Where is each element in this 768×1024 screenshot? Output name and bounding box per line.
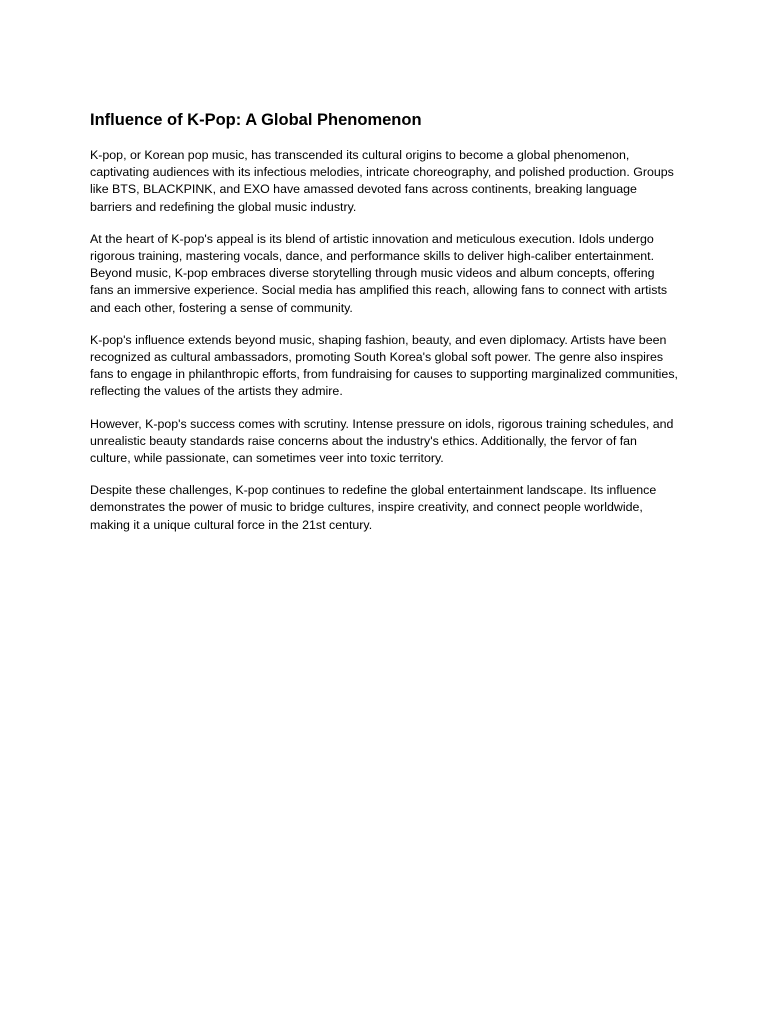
document-body: [90, 110, 680, 549]
document-title: Influence of K-Pop: A Global Phenomenon: [90, 111, 422, 129]
document-paragraph: However, K-pop's success comes with scrutiny. Intense pressure on idols, rigorous training schedules, and unrealistic beauty standards raise concerns about the industry's ethics. Additionally, the fervor of fan culture, while passionate, can sometimes veer into toxic territory.: [90, 416, 674, 466]
document-paragraph: At the heart of K-pop's appeal is its blend of artistic innovation and meticulous execution. Idols undergo rigorous training, mastering vocals, dance, and performance skills to deliver high-caliber entertainment. Beyond music, K-pop embraces diverse storytelling through music videos and album concepts, offering fans an immersive experience. Social media has amplified this reach, allowing fans to connect with artists and each other, fostering a sense of community.: [90, 231, 668, 315]
document-paragraph: Despite these challenges, K-pop continues to redefine the global entertainment landscape. Its influence demonstrates the power of music to bridge cultures, inspire creativity, and connect people worldwide, making it a unique cultural force in the 21st century.: [90, 483, 657, 532]
document-paragraph: K-pop, or Korean pop music, has transcended its cultural origins to become a global phenomenon, captivating audiences with its infectious melodies, intricate choreography, and polished production. Groups like BTS, BLACKPINK, and EXO have amassed devoted fans across continents, breaking language barriers and redefining the global music industry.: [90, 148, 674, 214]
document-paragraph: K-pop's influence extends beyond music, shaping fashion, beauty, and even diplomacy. Artists have been recognized as cultural ambassadors, promoting South Korea's global soft power. The genre also inspires fans to engage in philanthropic efforts, from fundraising for causes to supporting marginalized communities, reflecting the values of the artists they admire.: [90, 332, 678, 399]
